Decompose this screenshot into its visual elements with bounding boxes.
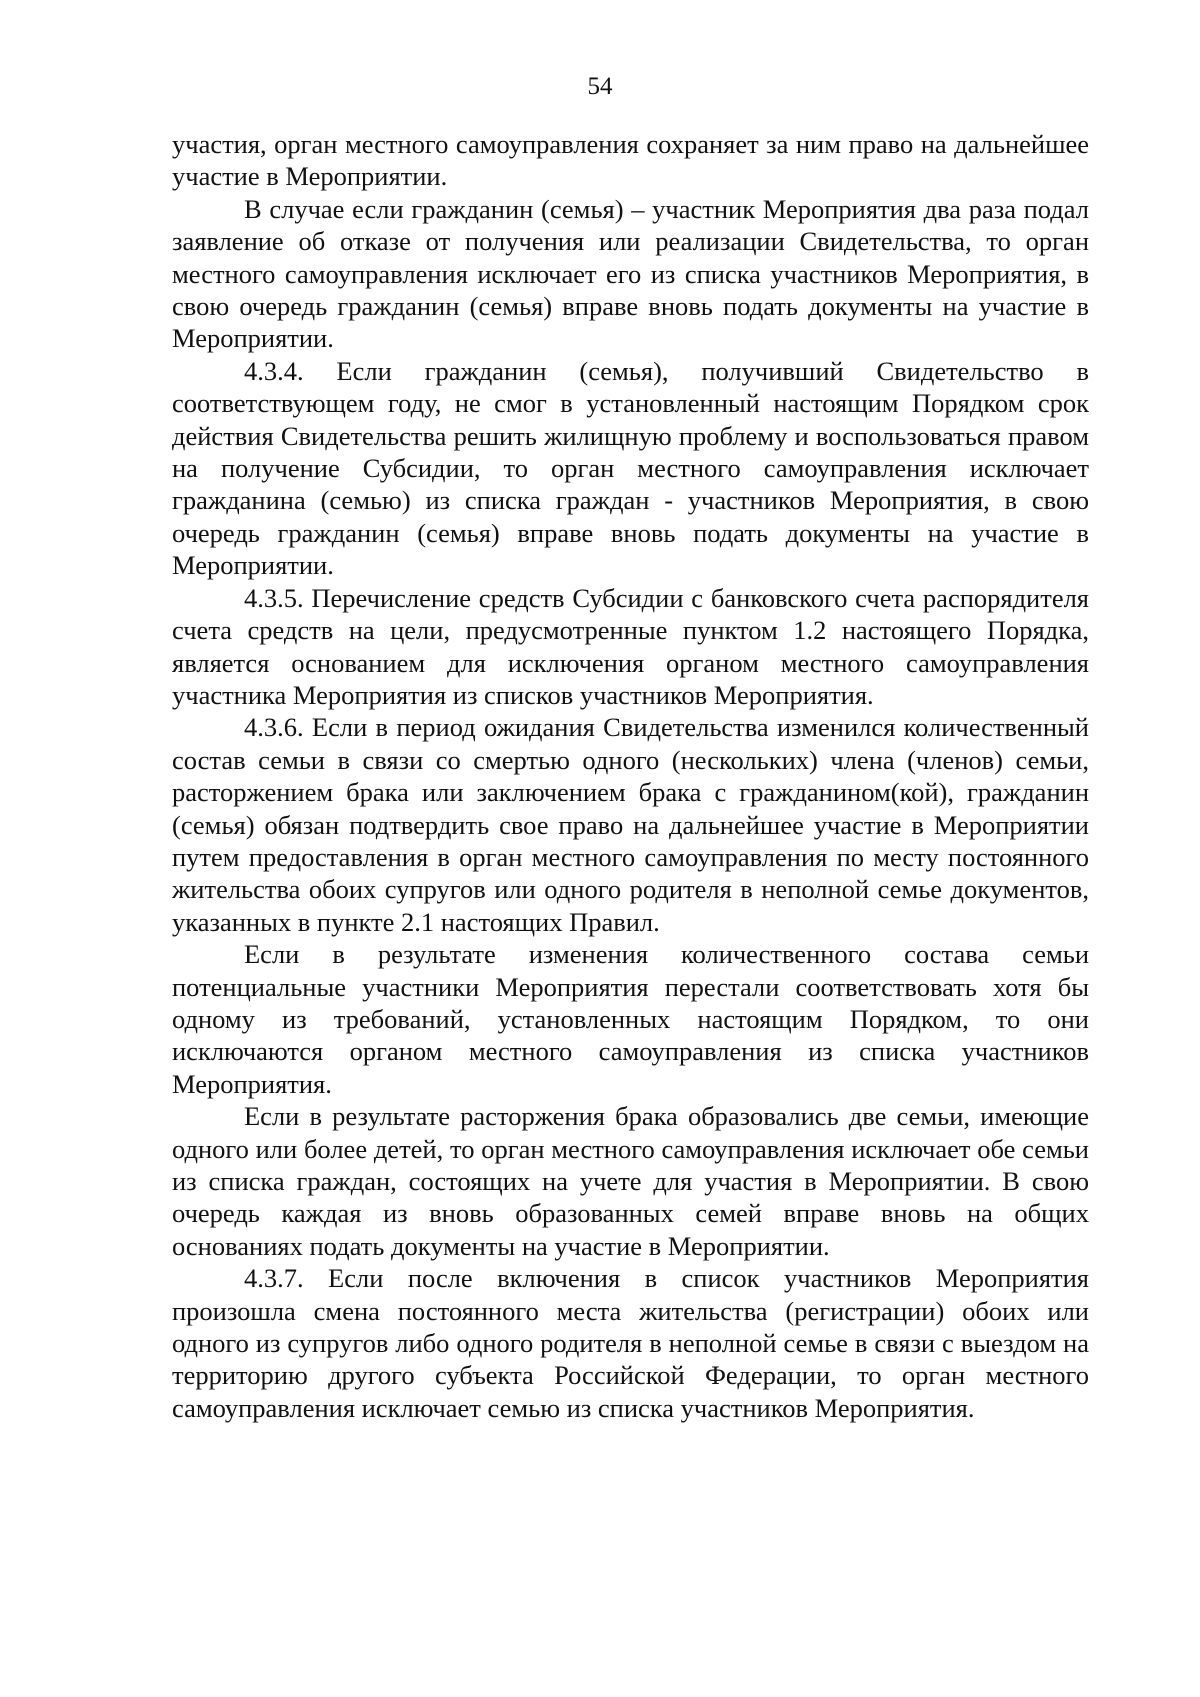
paragraph-4-3-7: 4.3.7. Если после включения в список участников Мероприятия произошла смена постоянного места жительства (регистрации) обоих или одного из супругов либо одного родителя в неполной семье в связи с выездом на территорию другого субъекта Российской Федерации, то орган местного самоуправления исключает семью из списка участников Мероприятия. <box>172 1263 1089 1423</box>
page-number: 54 <box>587 73 613 100</box>
paragraph-divorce: Если в результате расторжения брака образовались две семьи, имеющие одного или более детей, то орган местного самоуправления исключает обе семьи из списка граждан, состоящих на учете для участия в Мероприятии. В свою очередь каждая из вновь образованных семей вправе вновь на общих основаниях подать документы на участие в Мероприятии. <box>172 1101 1089 1261</box>
paragraph-4-3-5: 4.3.5. Перечисление средств Субсидии с банковского счета распорядителя счета средств на цели, предусмотренные пунктом 1.2 настоящего Порядка, является основанием для исключения органом местного самоуправления участника Мероприятия из списков участников Мероприятия. <box>172 582 1089 710</box>
paragraph-continuation: участия, орган местного самоуправления сохраняет за ним право на дальнейшее участие в Мероприятии. <box>172 129 1089 192</box>
paragraph-4-3-4: 4.3.4. Если гражданин (семья), получивший Свидетельство в соответствующем году, не смог в установленный настоящим Порядком срок действия Свидетельства решить жилищную проблему и воспользоваться правом на получение Субсидии, то орган местного самоуправления исключает гражданина (семью) из списка граждан - участников Мероприятия, в свою очередь гражданин (семья) вправе вновь подать документы на участие в Мероприятии. <box>172 355 1089 581</box>
paragraph-family-composition: Если в результате изменения количественного состава семьи потенциальные участники Мероприятия перестали соответствовать хотя бы одному из требований, установленных настоящим Порядком, то они исключаются органом местного самоуправления из списка участников Мероприятия. <box>172 939 1089 1099</box>
document-body <box>172 128 1089 1424</box>
paragraph-refusal-twice: В случае если гражданин (семья) – участник Мероприятия два раза подал заявление об отказе от получения или реализации Свидетельства, то орган местного самоуправления исключает его из списка участников Мероприятия, в свою очередь гражданин (семья) вправе вновь подать документы на участие в Мероприятии. <box>172 193 1089 354</box>
paragraph-4-3-6: 4.3.6. Если в период ожидания Свидетельства изменился количественный состав семьи в связи со смертью одного (нескольких) члена (членов) семьи, расторжением брака или заключением брака с гражданином(кой), гражданин (семья) обязан подтвердить свое право на дальнейшее участие в Мероприятии путем предоставления в орган местного самоуправления по месту постоянного жительства обоих супругов или одного родителя в неполной семье документов, указанных в пункте 2.1 настоящих Правил. <box>172 712 1089 937</box>
